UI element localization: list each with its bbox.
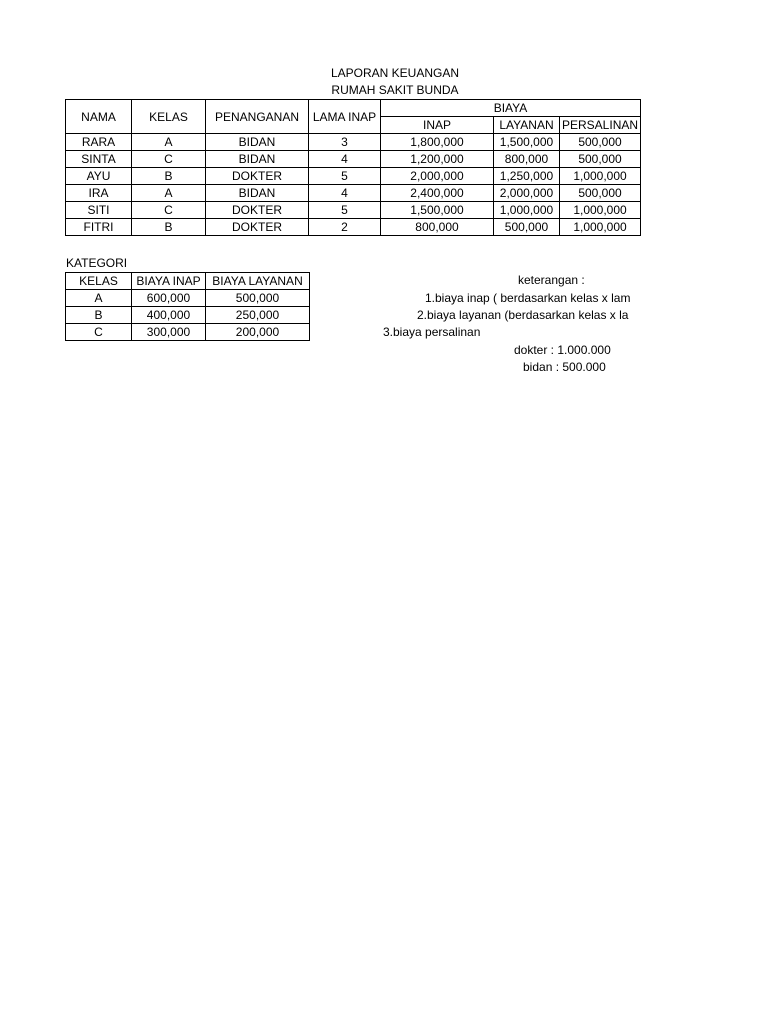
cell-biaya-inap: 2,400,000	[381, 185, 494, 202]
cell-biaya-layanan: 800,000	[494, 151, 560, 168]
table-row	[66, 219, 641, 236]
kategori-header-biaya-layanan: BIAYA LAYANAN	[206, 273, 310, 290]
header-biaya: BIAYA	[381, 100, 641, 117]
table-row	[66, 324, 310, 341]
kategori-cell-biaya-layanan: 200,000	[206, 324, 310, 341]
header-penanganan: PENANGANAN	[206, 100, 309, 134]
cell-kelas: B	[132, 219, 206, 236]
kategori-header-kelas: KELAS	[66, 273, 132, 290]
cell-biaya-persalinan: 500,000	[560, 185, 641, 202]
kategori-table-body	[66, 290, 310, 341]
kategori-cell-kelas: B	[66, 307, 132, 324]
report-subtitle: RUMAH SAKIT BUNDA	[331, 83, 459, 97]
keterangan-item-3: 3.biaya persalinan	[383, 325, 481, 339]
cell-biaya-inap: 1,500,000	[381, 202, 494, 219]
header-inap: INAP	[381, 117, 494, 134]
keterangan-item-1: 1.biaya inap ( berdasarkan kelas x lam	[425, 291, 631, 305]
cell-biaya-layanan: 2,000,000	[494, 185, 560, 202]
cell-biaya-inap: 1,800,000	[381, 134, 494, 151]
keterangan-dokter: dokter : 1.000.000	[514, 343, 611, 357]
cell-nama: AYU	[66, 168, 132, 185]
header-layanan: LAYANAN	[494, 117, 560, 134]
cell-kelas: A	[132, 185, 206, 202]
cell-biaya-layanan: 500,000	[494, 219, 560, 236]
main-table-body	[66, 134, 641, 236]
cell-lama-inap: 5	[309, 168, 381, 185]
kategori-cell-biaya-inap: 400,000	[132, 307, 206, 324]
cell-biaya-layanan: 1,250,000	[494, 168, 560, 185]
cell-biaya-layanan: 1,000,000	[494, 202, 560, 219]
cell-lama-inap: 3	[309, 134, 381, 151]
cell-kelas: C	[132, 151, 206, 168]
header-kelas: KELAS	[132, 100, 206, 134]
keterangan-bidan: bidan : 500.000	[523, 360, 606, 374]
table-row	[66, 290, 310, 307]
table-row	[66, 134, 641, 151]
cell-biaya-persalinan: 1,000,000	[560, 168, 641, 185]
table-row	[66, 202, 641, 219]
kategori-table	[65, 272, 310, 341]
table-row	[66, 307, 310, 324]
cell-penanganan: BIDAN	[206, 134, 309, 151]
cell-biaya-layanan: 1,500,000	[494, 134, 560, 151]
cell-penanganan: DOKTER	[206, 219, 309, 236]
kategori-header-biaya-inap: BIAYA INAP	[132, 273, 206, 290]
table-row	[66, 151, 641, 168]
cell-biaya-inap: 2,000,000	[381, 168, 494, 185]
kategori-cell-kelas: C	[66, 324, 132, 341]
cell-kelas: B	[132, 168, 206, 185]
cell-penanganan: BIDAN	[206, 185, 309, 202]
cell-biaya-inap: 1,200,000	[381, 151, 494, 168]
main-table	[65, 99, 641, 236]
cell-biaya-persalinan: 500,000	[560, 134, 641, 151]
cell-lama-inap: 2	[309, 219, 381, 236]
kategori-cell-kelas: A	[66, 290, 132, 307]
cell-penanganan: DOKTER	[206, 202, 309, 219]
header-lama-inap: LAMA INAP	[309, 100, 381, 134]
cell-penanganan: DOKTER	[206, 168, 309, 185]
cell-kelas: A	[132, 134, 206, 151]
cell-biaya-persalinan: 1,000,000	[560, 219, 641, 236]
cell-biaya-persalinan: 500,000	[560, 151, 641, 168]
kategori-label: KATEGORI	[66, 256, 128, 270]
report-title: LAPORAN KEUANGAN	[330, 66, 460, 80]
cell-nama: SITI	[66, 202, 132, 219]
cell-nama: SINTA	[66, 151, 132, 168]
keterangan-item-2: 2.biaya layanan (berdasarkan kelas x la	[417, 308, 629, 322]
cell-lama-inap: 4	[309, 185, 381, 202]
kategori-cell-biaya-inap: 300,000	[132, 324, 206, 341]
cell-lama-inap: 5	[309, 202, 381, 219]
kategori-cell-biaya-inap: 600,000	[132, 290, 206, 307]
cell-biaya-persalinan: 1,000,000	[560, 202, 641, 219]
header-persalinan: PERSALINAN	[560, 117, 641, 134]
cell-lama-inap: 4	[309, 151, 381, 168]
cell-kelas: C	[132, 202, 206, 219]
table-row	[66, 185, 641, 202]
cell-nama: FITRI	[66, 219, 132, 236]
kategori-cell-biaya-layanan: 500,000	[206, 290, 310, 307]
cell-nama: IRA	[66, 185, 132, 202]
keterangan-title: keterangan :	[518, 273, 585, 287]
cell-biaya-inap: 800,000	[381, 219, 494, 236]
cell-penanganan: BIDAN	[206, 151, 309, 168]
kategori-cell-biaya-layanan: 250,000	[206, 307, 310, 324]
cell-nama: RARA	[66, 134, 132, 151]
header-nama: NAMA	[66, 100, 132, 134]
table-row	[66, 168, 641, 185]
